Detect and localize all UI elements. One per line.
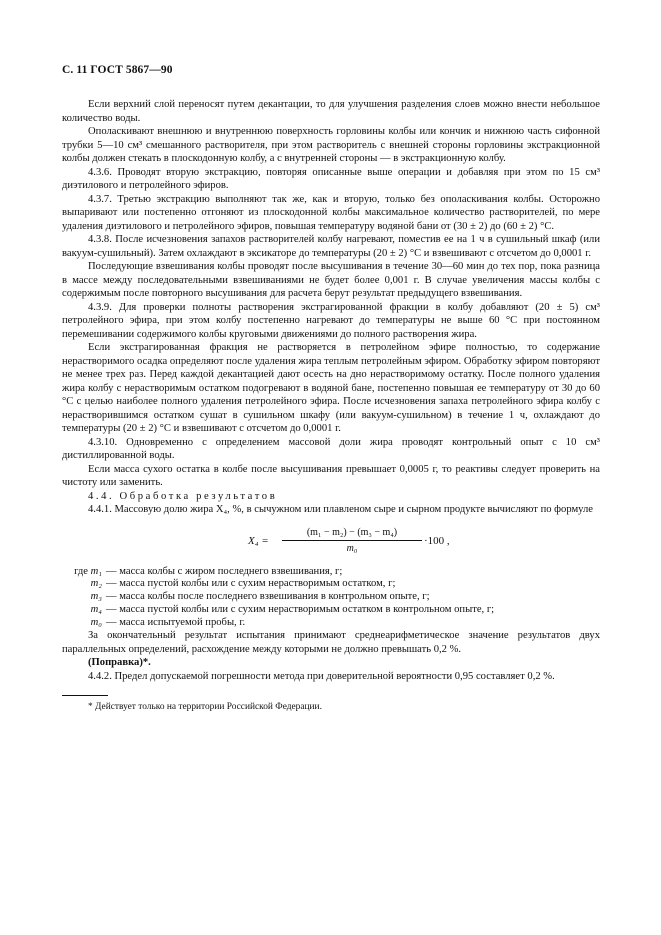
definition-text: — масса колбы после последнего взвешивания в контрольном опыте, г; (106, 591, 430, 603)
footnote: * Действует только на территории Российской Федерации. (88, 702, 322, 713)
definition-symbol: m₃ (90, 591, 102, 603)
paragraph-4-3-10: 4.3.10. Одновременно с определением массовой доли жира проводят контрольный опыт с 10 см³ дистиллированной воды. (62, 436, 600, 461)
definition-symbol: m₀ (90, 616, 102, 628)
paragraph-4-3-8: 4.3.8. После исчезновения запахов растворителей колбу нагревают, поместив ее на 1 ч в сушильный шкаф (или вакуум-сушильный). Затем охлаждают в эксикаторе до температуры (20 ± 2) °С и взвешивают с отсчетом до 0,0001 г. (62, 234, 600, 259)
fat-fraction-formula (62, 526, 600, 556)
formula-lhs: X₄ = (248, 534, 269, 547)
paragraph: Если масса сухого остатка в колбе после высушивания превышает 0,0005 г, то реактивы следует проверить на чистоту или заменить. (62, 463, 600, 488)
definition-text: — масса испытуемой пробы, г. (106, 616, 246, 628)
paragraph: Ополаскивают внешнюю и внутреннюю поверхность горловины колбы или кончик и нижнюю часть сифонной трубки 5—10 см³ смешанного растворителя, при этом растворитель с внешней стороны горловины экстракционной колбы должен стекать в плоскодонную колбу, а с внутренней стороны — в экстракционную колбу. (62, 126, 600, 164)
definition-symbol: где m₁ (74, 565, 102, 577)
definition-row (62, 566, 600, 579)
formula-fraction (282, 526, 422, 556)
document-page (62, 64, 600, 713)
paragraph: За окончательный результат испытания принимают среднеарифметическое значение результатов двух параллельных определений, расхождение между которыми не должно превышать 0,2 %. (62, 630, 600, 655)
page-header: С. 11 ГОСТ 5867—90 (62, 64, 173, 76)
amendment-note: (Поправка)*. (88, 657, 151, 669)
definition-symbol: m₄ (90, 603, 102, 615)
definition-row (62, 617, 600, 630)
formula-rhs: ·100 , (424, 534, 450, 547)
paragraph: Если верхний слой переносят путем декантации, то для улучшения разделения слоев можно внести небольшое количество воды. (62, 99, 600, 124)
paragraph: Если экстрагированная фракция не растворяется в петролейном эфире полностью, то содержание нерастворимого осадка определяют после удаления жира теплым петролейным эфиром. Обработку эфиром повторяют не менее трех раз. Перед каждой декантацией дают осесть на дно нерастворимому остатку. После полного удаления жира колбу с нерастворимым остатком подогревают в водяной бане, постепенно повышая ее температуру от 30 до 60 °С с целью наиболее полного удаления петролейного эфира. После исчезновения запаха петролейного эфира колбу с нерастворившимся остатком сушат в сушильном шкафу (или вакуум-сушильном) в течение 1 ч, охлаждают до температуры (20 ± 2) °С и взвешивают с отсчетом до 0,0001 г. (62, 342, 600, 434)
definition-text: — масса пустой колбы или с сухим нерастворимым остатком в контрольном опыте, г; (106, 603, 495, 615)
definition-symbol: m₂ (90, 578, 102, 590)
variable-definitions (62, 566, 600, 630)
paragraph-4-3-9: 4.3.9. Для проверки полноты растворения экстрагированной фракции в колбу добавляют (20 ± 5) см³ петролейного эфира, при этом колбу постепенно нагревают до температуры не выше 60 °С при постоянном перемешивании содержимого колбы круговыми движениями до полного растворения жира. (62, 301, 600, 340)
paragraph-4-4-2: 4.4.2. Предел допускаемой погрешности метода при доверительной вероятности 0,95 составляет 0,2 %. (88, 670, 555, 682)
paragraph: Последующие взвешивания колбы проводят после высушивания в течение 30—60 мин до тех пор, пока разница в массе между последовательными взвешиваниями не будет более 0,001 г. В случае увеличения массы колбы с содержимым после повторного высушивания для расчета берут результат предыдущего взвешивания. (62, 261, 600, 299)
definition-text: — масса колбы с жиром последнего взвешивания, г; (106, 565, 343, 577)
definition-row (62, 604, 600, 617)
formula-denominator: m₀ (346, 543, 358, 554)
document-body (62, 98, 600, 713)
paragraph-4-3-7: 4.3.7. Третью экстракцию выполняют так же, как и вторую, только без ополаскивания колбы. Осторожно выпаривают или постепенно отгоняют из плоскодонной колбы максимальное количество растворителей, по мере удаления диэтилового и петролейного эфиров, повышая температуру водяной бани от (30 ± 2) до (60 ± 2) °С. (62, 193, 600, 232)
definition-row (62, 591, 600, 604)
paragraph-4-3-6: 4.3.6. Проводят вторую экстракцию, повторяя описанные выше операции и добавляя при этом по 15 см³ диэтилового и петролейного эфиров. (62, 166, 600, 191)
footnote-divider (62, 695, 108, 696)
definition-row (62, 578, 600, 591)
paragraph-4-4-1: 4.4.1. Массовую долю жира X₄, %, в сычужном или плавленом сыре и сырном продукте вычисляют по формуле (88, 504, 594, 515)
definition-text: — масса пустой колбы или с сухим нерастворимым остатком, г; (106, 578, 396, 590)
section-heading-4-4: 4.4. Обработка результатов (88, 490, 278, 502)
formula-numerator: (m₁ − m₂) − (m₃ − m₄) (282, 526, 422, 542)
